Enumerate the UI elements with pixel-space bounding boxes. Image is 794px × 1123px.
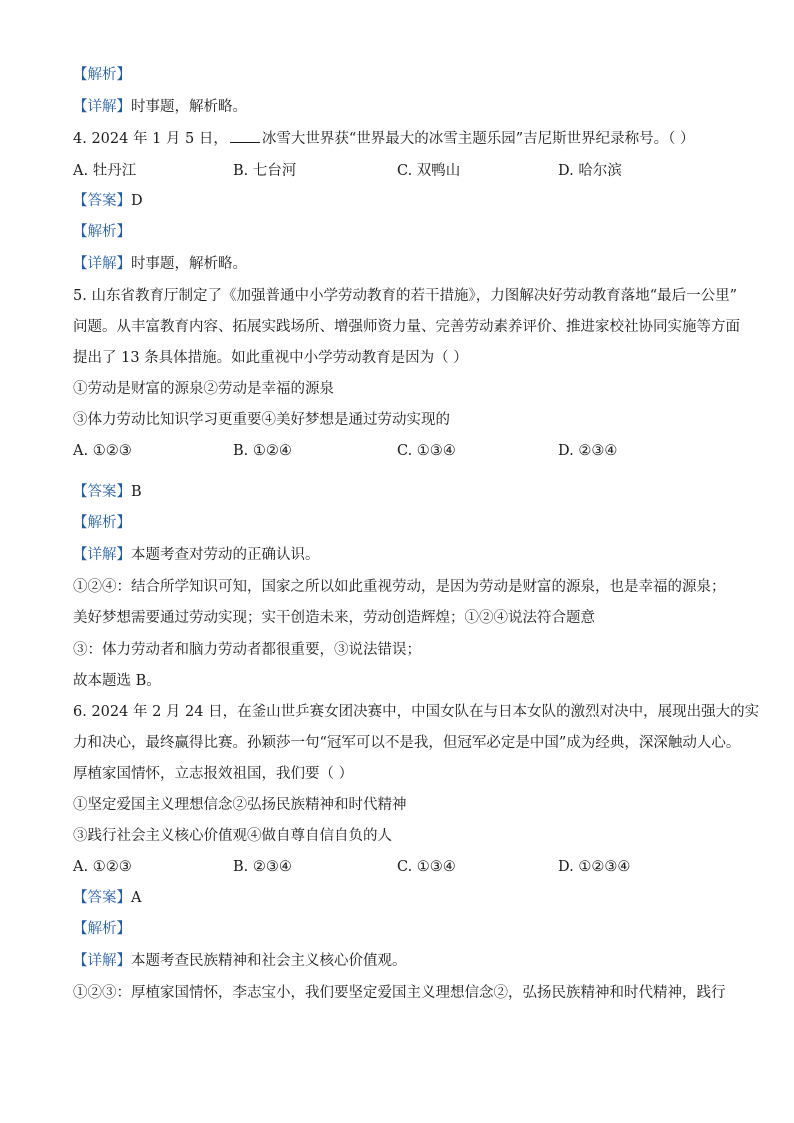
q6-statement-1: ①坚定爱国主义理想信念②弘扬民族精神和时代精神 (73, 797, 407, 813)
q6-stem-line-2: 力和决心，最终赢得比赛。孙颖莎一句“冠军可以不是我，但冠军必定是中国”成为经典，深深触动人心。 (73, 735, 741, 751)
q5-explain-line-4: 故本题选 B。 (73, 673, 161, 689)
analysis-label: 【解析】 (73, 224, 131, 240)
q6-detail-line (73, 950, 407, 972)
detail-label: 【详解】 (73, 99, 131, 115)
q6-stem-line-1: 6. 2024 年 2 月 24 日，在釜山世乒赛女团决赛中，中国女队在与日本女队的激烈对决中，展现出强大的实 (73, 704, 760, 720)
q4-option-c: C. 双鸭山 (397, 163, 461, 179)
q5-option-d: D. ②③④ (558, 443, 618, 459)
question-4-stem (73, 128, 695, 150)
q5-detail-line (73, 544, 320, 566)
q5-statement-2: ③体力劳动比知识学习更重要④美好梦想是通过劳动实现的 (73, 412, 450, 428)
q6-stem-line-3: 厚植家国情怀，立志报效祖国，我们要（ ） (73, 766, 354, 782)
q5-statement-1: ①劳动是财富的源泉②劳动是幸福的源泉 (73, 381, 334, 397)
q6-answer-line (73, 887, 141, 909)
answer-label: 【答案】 (73, 890, 131, 906)
detail-line (73, 96, 247, 118)
q4-option-b: B. 七台河 (233, 163, 297, 179)
q5-option-b: B. ①②④ (233, 443, 292, 459)
q5-option-c: C. ①③④ (397, 443, 456, 459)
q4-stem-part-a: 4. 2024 年 1 月 5 日， (73, 131, 228, 147)
detail-label: 【详解】 (73, 953, 131, 969)
q5-explain-line-2: 美好梦想需要通过劳动实现；实干创造未来，劳动创造辉煌；①②④说法符合题意 (73, 610, 595, 626)
q6-detail-text: 本题考查民族精神和社会主义核心价值观。 (131, 953, 407, 969)
analysis-label: 【解析】 (73, 67, 131, 83)
analysis-label: 【解析】 (73, 515, 131, 531)
q4-stem-part-b: 冰雪大世界获“世界最大的冰雪主题乐园”吉尼斯世界纪录称号。（ ） (261, 131, 695, 147)
detail-label: 【详解】 (73, 547, 131, 563)
q5-explain-line-1: ①②④：结合所学知识可知，国家之所以如此重视劳动，是因为劳动是财富的源泉，也是幸福的源泉； (73, 579, 726, 595)
analysis-label: 【解析】 (73, 921, 131, 937)
detail-label: 【详解】 (73, 256, 131, 272)
q5-stem-line-3: 提出了 13 条具体措施。如此重视中小学劳动教育是因为（ ） (73, 350, 468, 366)
q6-option-c: C. ①③④ (397, 859, 456, 875)
q5-answer: B (131, 484, 142, 500)
answer-label: 【答案】 (73, 484, 131, 500)
q4-detail-line (73, 253, 247, 275)
q4-answer-line (73, 190, 143, 212)
q5-stem-line-2: 问题。从丰富教育内容、拓展实践场所、增强师资力量、完善劳动素养评价、推进家校社协同实施等方面 (73, 319, 740, 335)
q5-detail-text: 本题考查对劳动的正确认识。 (131, 547, 320, 563)
q5-option-a: A. ①②③ (73, 443, 132, 459)
q4-option-d: D. 哈尔滨 (558, 163, 622, 179)
q6-explain-line-1: ①②③：厚植家国情怀，李志宝小，我们要坚定爱国主义理想信念②，弘扬民族精神和时代精神，践行 (73, 985, 726, 1001)
q6-answer: A (131, 890, 142, 906)
q4-detail-text: 时事题，解析略。 (131, 256, 247, 272)
q6-statement-2: ③践行社会主义核心价值观④做自尊自信自负的人 (73, 828, 392, 844)
fill-in-blank (230, 128, 260, 143)
q5-stem-line-1: 5. 山东省教育厅制定了《加强普通中小学劳动教育的若干措施》，力图解决好劳动教育落地“最后一公里” (73, 288, 738, 304)
answer-label: 【答案】 (73, 193, 131, 209)
q4-answer: D (131, 193, 143, 209)
detail-text: 时事题，解析略。 (131, 99, 247, 115)
q4-option-a: A. 牡丹江 (73, 163, 137, 179)
q6-option-d: D. ①②③④ (558, 859, 631, 875)
q5-explain-line-3: ③：体力劳动者和脑力劳动者都很重要，③说法错误； (73, 642, 421, 658)
q6-option-a: A. ①②③ (73, 859, 132, 875)
q5-answer-line (73, 481, 142, 503)
q6-option-b: B. ②③④ (233, 859, 292, 875)
